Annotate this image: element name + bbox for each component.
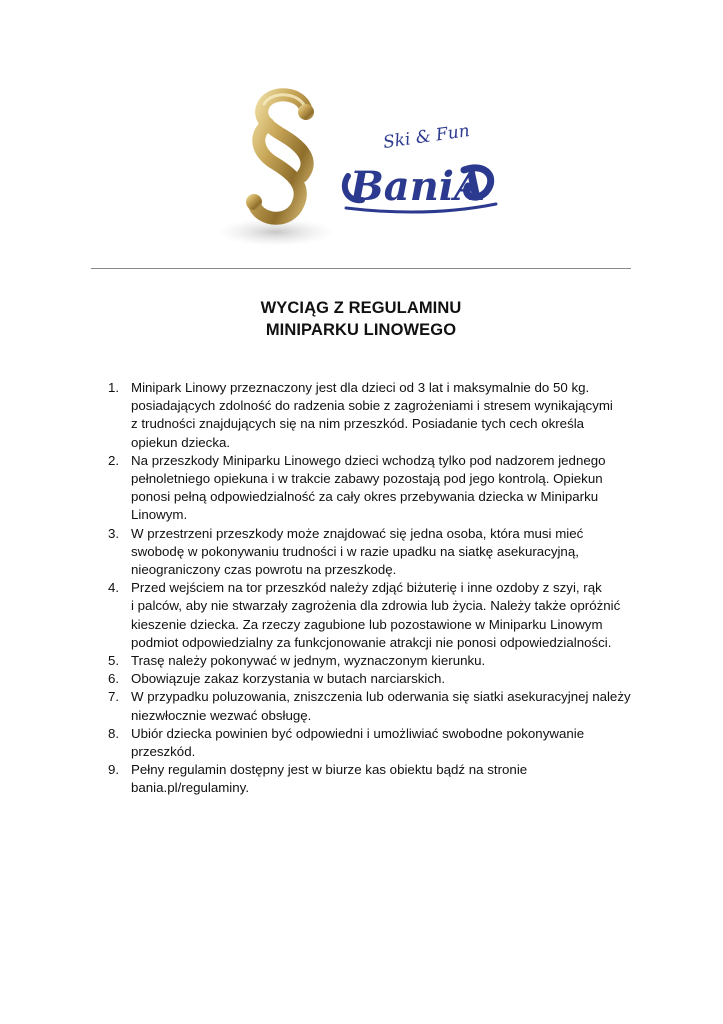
rule-number: 2. (108, 452, 120, 468)
rule-text-line: swobodę w pokonywaniu trudności i w razie upadku na siatkę asekuracyjną, (131, 543, 579, 559)
rule-text-line: ponosi pełną odpowiedzialność za cały okres przebywania dziecka w Miniparku (131, 489, 599, 505)
rule-text-line: W przestrzeni przeszkody może znajdować się jedna osoba, która musi mieć (131, 525, 584, 541)
document-title (91, 297, 631, 341)
title-line-2: MINIPARKU LINOWEGO (265, 321, 457, 339)
rule-text-line: nieograniczony czas powrotu na przeszkodę. (131, 562, 397, 578)
header-logos (214, 82, 504, 254)
rule-text-line: Przed wejściem na tor przeszkód należy zdjąć biżuterię i inne ozdoby z szyi, rąk (131, 580, 602, 596)
svg-text:BaniA: BaniA (350, 163, 486, 210)
rule-number: 6. (108, 671, 120, 687)
rule-text-line: Trasę należy pokonywać w jednym, wyznaczonym kierunku. (131, 653, 486, 669)
section-sign-icon (214, 82, 354, 254)
bania-logo (336, 118, 506, 218)
rules-list (108, 379, 638, 798)
rule-item (108, 761, 638, 797)
rule-text-line: Ubiór dziecka powinien być odpowiedni i umożliwiać swobodne pokonywanie (131, 725, 585, 741)
rule-number: 5. (108, 653, 120, 669)
rule-text-line: Pełny regulamin dostępny jest w biurze kas obiektu bądź na stronie (131, 762, 528, 778)
rule-number: 7. (108, 689, 120, 705)
rule-number: 8. (108, 725, 120, 741)
rule-text-line: z trudności znajdujących się na nim przeszkód. Posiadanie tych cech określa (131, 416, 585, 432)
rule-text-line: kieszenie dziecka. Za rzeczy zagubione lub pozostawione w Miniparku Linowym (131, 616, 603, 632)
rule-text-line: pełnoletniego opiekuna i w trakcie zabawy pozostają pod jego kontrolą. Opiekun (131, 471, 603, 487)
rule-text-line: niezwłocznie wezwać obsługę. (131, 707, 312, 723)
title-line-1: WYCIĄG Z REGULAMINU (260, 299, 462, 317)
rule-text-line: W przypadku poluzowania, zniszczenia lub oderwania się siatki asekuracyjnej należy (131, 689, 631, 705)
rule-item (108, 652, 638, 670)
rule-item (108, 379, 638, 452)
rule-text-line: posiadających zdolność do radzenia sobie z zagrożeniami i stresem wynikającymi (131, 398, 613, 414)
header-divider (91, 268, 631, 269)
rule-item (108, 525, 638, 580)
rule-text-line: Minipark Linowy przeznaczony jest dla dzieci od 3 lat i maksymalnie do 50 kg. (131, 380, 590, 395)
rule-item (108, 688, 638, 724)
rule-item (108, 670, 638, 688)
rule-text-line: Na przeszkody Miniparku Linowego dzieci wchodzą tylko pod nadzorem jednego (131, 452, 606, 468)
rule-item (108, 579, 638, 652)
rule-text-line: i palców, aby nie stwarzały zagrożenia dla zdrowia lub życia. Należy także opróżnić (131, 598, 621, 614)
rule-text-line: podmiot odpowiedzialny za funkcjonowanie atrakcji nie ponosi odpowiedzialności. (131, 634, 612, 650)
rule-text-line: Obowiązuje zakaz korzystania w butach narciarskich. (131, 671, 446, 687)
rule-number: 3. (108, 525, 120, 541)
rule-item (108, 725, 638, 761)
rule-item (108, 452, 638, 525)
rule-number: 4. (108, 580, 120, 596)
rule-text-line: opiekun dziecka. (131, 434, 231, 450)
rule-number: 1. (108, 380, 120, 395)
rule-number: 9. (108, 762, 120, 778)
svg-text:Ski & Fun: Ski & Fun (381, 121, 471, 153)
rule-text-line: Linowym. (131, 507, 188, 523)
rule-text-line: przeszkód. (131, 744, 196, 760)
rule-text-line: bania.pl/regulaminy. (131, 780, 250, 796)
